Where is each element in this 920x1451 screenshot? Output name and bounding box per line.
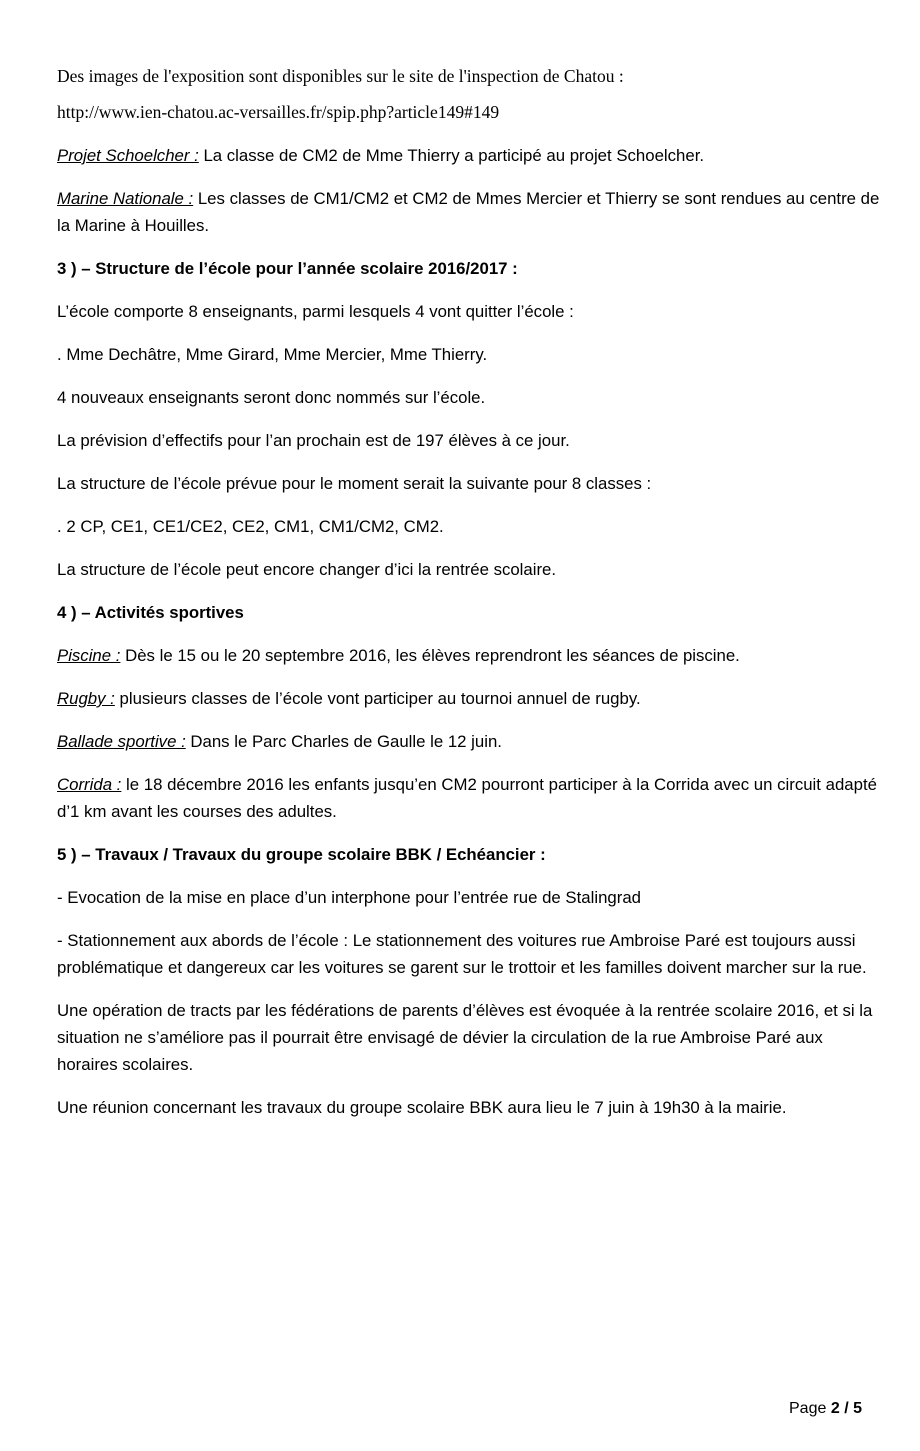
corrida-label: Corrida :	[57, 775, 122, 794]
piscine-label: Piscine :	[57, 646, 121, 665]
paragraph-piscine	[57, 642, 887, 669]
projet-schoelcher-label: Projet Schoelcher :	[57, 146, 199, 165]
marine-nationale-text: Les classes de CM1/CM2 et CM2 de Mmes Mercier et Thierry se sont rendues au centre de la Marine à Houilles.	[57, 189, 880, 235]
marine-nationale-label: Marine Nationale :	[57, 189, 194, 208]
section3-paragraph-nominations: 4 nouveaux enseignants seront donc nommés sur l’école.	[57, 388, 486, 407]
section5-heading: 5 ) – Travaux / Travaux du groupe scolaire BBK / Echéancier :	[57, 845, 546, 864]
section3-paragraph-changement: La structure de l’école peut encore changer d’ici la rentrée scolaire.	[57, 560, 557, 579]
footer-separator: /	[844, 1400, 849, 1417]
paragraph-marine-nationale	[57, 185, 887, 239]
intro-url: http://www.ien-chatou.ac-versailles.fr/spip.php?article149#149	[57, 102, 500, 122]
footer-page-label: Page	[789, 1400, 827, 1417]
section3-paragraph-structure: La structure de l’école prévue pour le moment serait la suivante pour 8 classes :	[57, 474, 652, 493]
section3-paragraph-departs: . Mme Dechâtre, Mme Girard, Mme Mercier, Mme Thierry.	[57, 345, 488, 364]
section5-paragraph-reunion: Une réunion concernant les travaux du groupe scolaire BBK aura lieu le 7 juin à 19h30 à la mairie.	[57, 1098, 787, 1117]
rugby-text: plusieurs classes de l’école vont participer au tournoi annuel de rugby.	[114, 689, 641, 708]
corrida-text: le 18 décembre 2016 les enfants jusqu’en CM2 pourront participer à la Corrida avec un circuit adapté d’1 km avant les courses des adultes.	[57, 775, 877, 821]
projet-schoelcher-text: La classe de CM2 de Mme Thierry a participé au projet Schoelcher.	[198, 146, 705, 165]
page-content	[57, 58, 887, 1137]
page-footer	[789, 1398, 862, 1420]
section3-paragraph-effectifs: La prévision d’effectifs pour l’an prochain est de 197 élèves à ce jour.	[57, 431, 570, 450]
section3-paragraph-classes: . 2 CP, CE1, CE1/CE2, CE2, CM1, CM1/CM2, CM2.	[57, 517, 444, 536]
intro-paragraph	[57, 58, 887, 130]
piscine-text: Dès le 15 ou le 20 septembre 2016, les élèves reprendront les séances de piscine.	[120, 646, 740, 665]
section5-paragraph-tracts: Une opération de tracts par les fédérations de parents d’élèves est évoquée à la rentrée scolaire 2016, et si la situation ne s’améliore pas il pourrait être envisagé de dévier la circulation de la rue Ambroise Paré aux horaires scolaires.	[57, 1001, 873, 1074]
paragraph-projet-schoelcher	[57, 142, 887, 169]
footer-current-page: 2	[830, 1400, 840, 1417]
footer-total-pages: 5	[853, 1400, 862, 1417]
paragraph-ballade-sportive	[57, 728, 887, 755]
paragraph-corrida	[57, 771, 887, 825]
paragraph-rugby	[57, 685, 887, 712]
section3-paragraph-enseignants: L’école comporte 8 enseignants, parmi lesquels 4 vont quitter l’école :	[57, 302, 574, 321]
ballade-sportive-text: Dans le Parc Charles de Gaulle le 12 juin.	[185, 732, 502, 751]
section4-heading: 4 ) – Activités sportives	[57, 603, 244, 622]
section5-paragraph-stationnement: - Stationnement aux abords de l’école : Le stationnement des voitures rue Ambroise Paré est toujours aussi problématique et dangereux car les voitures se garent sur le trottoir et les familles doivent marcher sur la rue.	[57, 931, 867, 977]
section3-heading: 3 ) – Structure de l’école pour l’année scolaire 2016/2017 :	[57, 259, 518, 278]
intro-line: Des images de l'exposition sont disponibles sur le site de l'inspection de Chatou :	[57, 66, 624, 86]
ballade-sportive-label: Ballade sportive :	[57, 732, 186, 751]
rugby-label: Rugby :	[57, 689, 115, 708]
section5-paragraph-interphone: - Evocation de la mise en place d’un interphone pour l’entrée rue de Stalingrad	[57, 888, 641, 907]
